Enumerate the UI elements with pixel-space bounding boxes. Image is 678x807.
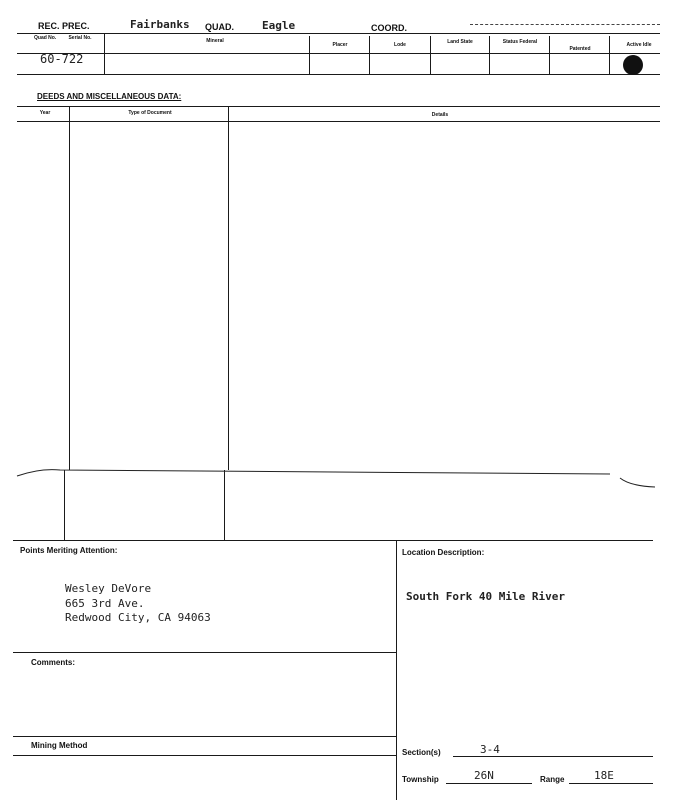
quad-no-value: 60-722 [40, 52, 84, 66]
col-lode: Lode [394, 42, 406, 48]
header-divider [309, 36, 310, 74]
col-patented: Patented [569, 46, 591, 52]
header-divider [369, 36, 370, 74]
header-top-rule [17, 33, 660, 34]
bottom-top-rule [13, 540, 653, 541]
mining-label: Mining Method [31, 741, 88, 750]
col-year: Year [39, 110, 51, 116]
bottom-center-divider [396, 540, 397, 800]
deeds-top-rule [17, 106, 660, 107]
col-status-federal: Status Federal [502, 39, 538, 45]
location-label: Location Description: [402, 548, 485, 557]
points-street: 665 3rd Ave. [65, 597, 145, 610]
range-label: Range [540, 775, 565, 784]
range-underline [569, 783, 653, 784]
coord-label: COORD. [371, 23, 407, 33]
col-land-state: Land State [447, 39, 473, 45]
township-underline [446, 783, 532, 784]
header-divider [549, 36, 550, 74]
points-city: Redwood City, CA 94063 [65, 611, 211, 624]
header-divider [104, 33, 105, 74]
deeds-divider [69, 106, 70, 470]
township-label: Township [402, 775, 439, 784]
col-active-idle: Active Idle [626, 42, 652, 48]
page-fold-line [0, 460, 678, 495]
header-divider [609, 36, 610, 74]
township-value: 26N [474, 769, 494, 782]
col-mineral: Mineral [206, 38, 224, 44]
section-value: 3-4 [480, 743, 500, 756]
quad-label: QUAD. [205, 22, 234, 32]
quad-value: Eagle [262, 19, 296, 32]
header-mid-rule [17, 53, 660, 54]
section-label: Section(s) [402, 748, 441, 757]
deeds-header-rule [17, 121, 660, 122]
col-type: Type of Document [128, 110, 172, 116]
comments-label: Comments: [31, 658, 76, 667]
col-details: Details [431, 112, 449, 118]
section-underline [453, 756, 653, 757]
active-filled-circle [623, 55, 643, 75]
coord-dashed-line [470, 24, 660, 25]
col-placer: Placer [332, 42, 348, 48]
comments-rule [13, 652, 396, 653]
col-quad-no: Quad No. [34, 35, 57, 41]
header-bottom-rule [17, 74, 660, 75]
rec-prec-label: REC. PREC. [38, 21, 90, 31]
header-divider [489, 36, 490, 74]
points-name: Wesley DeVore [65, 582, 152, 595]
range-value: 18E [594, 769, 614, 782]
deeds-title: DEEDS AND MISCELLANEOUS DATA: [37, 92, 182, 101]
rec-prec-value: Fairbanks [130, 18, 190, 31]
mining-bottom-rule [13, 755, 396, 756]
location-value: South Fork 40 Mile River [406, 590, 565, 603]
deeds-divider [228, 106, 229, 470]
header-divider [430, 36, 431, 74]
mining-top-rule [13, 736, 396, 737]
points-label: Points Meriting Attention: [20, 546, 118, 555]
col-serial-no: Serial No. [68, 35, 92, 41]
